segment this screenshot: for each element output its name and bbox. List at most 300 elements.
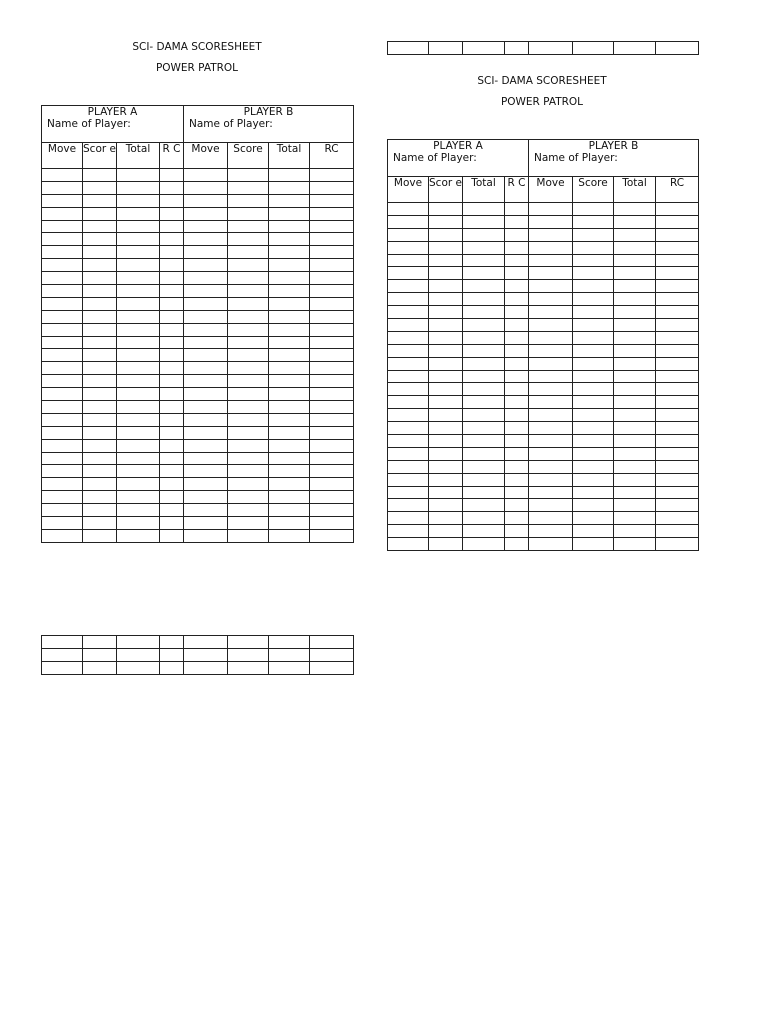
score-cell[interactable] <box>184 504 228 517</box>
score-cell[interactable] <box>656 306 699 319</box>
score-cell[interactable] <box>505 435 529 448</box>
score-cell[interactable] <box>310 439 354 452</box>
score-cell[interactable] <box>269 181 310 194</box>
score-cell[interactable] <box>42 648 83 661</box>
score-cell[interactable] <box>310 661 354 674</box>
score-cell[interactable] <box>228 272 269 285</box>
score-cell[interactable] <box>388 396 429 409</box>
score-cell[interactable] <box>269 375 310 388</box>
score-cell[interactable] <box>529 228 573 241</box>
score-cell[interactable] <box>184 362 228 375</box>
score-cell[interactable] <box>42 169 83 182</box>
score-cell[interactable] <box>429 396 463 409</box>
score-cell[interactable] <box>160 285 184 298</box>
score-cell[interactable] <box>388 344 429 357</box>
score-cell[interactable] <box>529 525 573 538</box>
score-cell[interactable] <box>184 413 228 426</box>
score-cell[interactable] <box>429 486 463 499</box>
score-cell[interactable] <box>310 181 354 194</box>
score-cell[interactable] <box>310 648 354 661</box>
score-cell[interactable] <box>83 491 117 504</box>
score-cell[interactable] <box>656 42 699 55</box>
score-cell[interactable] <box>429 228 463 241</box>
score-cell[interactable] <box>269 169 310 182</box>
score-cell[interactable] <box>463 525 505 538</box>
score-cell[interactable] <box>573 383 614 396</box>
score-cell[interactable] <box>160 661 184 674</box>
score-cell[interactable] <box>42 259 83 272</box>
score-cell[interactable] <box>573 228 614 241</box>
score-cell[interactable] <box>573 538 614 551</box>
score-cell[interactable] <box>184 636 228 649</box>
score-cell[interactable] <box>310 478 354 491</box>
score-cell[interactable] <box>83 388 117 401</box>
score-cell[interactable] <box>42 439 83 452</box>
score-cell[interactable] <box>429 525 463 538</box>
score-cell[interactable] <box>656 538 699 551</box>
score-cell[interactable] <box>656 396 699 409</box>
score-cell[interactable] <box>184 181 228 194</box>
score-cell[interactable] <box>463 422 505 435</box>
score-cell[interactable] <box>310 246 354 259</box>
score-cell[interactable] <box>463 460 505 473</box>
score-cell[interactable] <box>529 435 573 448</box>
score-cell[interactable] <box>429 319 463 332</box>
score-cell[interactable] <box>228 181 269 194</box>
score-cell[interactable] <box>310 297 354 310</box>
score-cell[interactable] <box>184 661 228 674</box>
score-cell[interactable] <box>228 388 269 401</box>
score-cell[interactable] <box>310 452 354 465</box>
score-cell[interactable] <box>117 465 160 478</box>
score-cell[interactable] <box>117 375 160 388</box>
score-cell[interactable] <box>228 362 269 375</box>
score-cell[interactable] <box>228 517 269 530</box>
score-cell[interactable] <box>83 401 117 414</box>
score-cell[interactable] <box>83 349 117 362</box>
score-cell[interactable] <box>117 517 160 530</box>
score-cell[interactable] <box>83 297 117 310</box>
score-cell[interactable] <box>228 336 269 349</box>
score-cell[interactable] <box>529 241 573 254</box>
score-cell[interactable] <box>614 525 656 538</box>
score-cell[interactable] <box>310 349 354 362</box>
score-cell[interactable] <box>42 220 83 233</box>
score-cell[interactable] <box>429 409 463 422</box>
score-cell[interactable] <box>505 215 529 228</box>
score-cell[interactable] <box>614 215 656 228</box>
score-cell[interactable] <box>269 491 310 504</box>
score-cell[interactable] <box>310 194 354 207</box>
score-cell[interactable] <box>573 499 614 512</box>
score-cell[interactable] <box>184 529 228 542</box>
score-cell[interactable] <box>505 357 529 370</box>
score-cell[interactable] <box>42 375 83 388</box>
score-cell[interactable] <box>228 297 269 310</box>
score-cell[interactable] <box>42 207 83 220</box>
score-cell[interactable] <box>429 370 463 383</box>
score-cell[interactable] <box>529 293 573 306</box>
score-cell[interactable] <box>614 512 656 525</box>
score-cell[interactable] <box>117 310 160 323</box>
score-cell[interactable] <box>388 319 429 332</box>
score-cell[interactable] <box>505 383 529 396</box>
score-cell[interactable] <box>463 241 505 254</box>
score-cell[interactable] <box>614 370 656 383</box>
score-cell[interactable] <box>573 215 614 228</box>
score-cell[interactable] <box>614 435 656 448</box>
score-cell[interactable] <box>310 401 354 414</box>
score-cell[interactable] <box>429 435 463 448</box>
score-cell[interactable] <box>117 478 160 491</box>
score-cell[interactable] <box>614 306 656 319</box>
score-cell[interactable] <box>228 661 269 674</box>
score-cell[interactable] <box>160 388 184 401</box>
score-cell[interactable] <box>310 413 354 426</box>
score-cell[interactable] <box>505 409 529 422</box>
score-cell[interactable] <box>529 370 573 383</box>
score-cell[interactable] <box>184 285 228 298</box>
score-cell[interactable] <box>310 504 354 517</box>
score-cell[interactable] <box>184 207 228 220</box>
score-cell[interactable] <box>429 538 463 551</box>
score-cell[interactable] <box>463 396 505 409</box>
score-cell[interactable] <box>310 465 354 478</box>
score-cell[interactable] <box>614 396 656 409</box>
score-cell[interactable] <box>505 267 529 280</box>
score-cell[interactable] <box>160 413 184 426</box>
score-cell[interactable] <box>117 452 160 465</box>
score-cell[interactable] <box>184 169 228 182</box>
score-cell[interactable] <box>269 220 310 233</box>
score-cell[interactable] <box>269 310 310 323</box>
score-cell[interactable] <box>388 383 429 396</box>
score-cell[interactable] <box>656 473 699 486</box>
score-cell[interactable] <box>117 272 160 285</box>
score-cell[interactable] <box>529 422 573 435</box>
score-cell[interactable] <box>310 169 354 182</box>
score-cell[interactable] <box>117 233 160 246</box>
score-cell[interactable] <box>228 246 269 259</box>
score-cell[interactable] <box>160 220 184 233</box>
score-cell[interactable] <box>388 499 429 512</box>
score-cell[interactable] <box>160 478 184 491</box>
score-cell[interactable] <box>656 241 699 254</box>
score-cell[interactable] <box>83 529 117 542</box>
score-cell[interactable] <box>656 383 699 396</box>
score-cell[interactable] <box>388 435 429 448</box>
score-cell[interactable] <box>429 215 463 228</box>
score-cell[interactable] <box>42 413 83 426</box>
score-cell[interactable] <box>310 517 354 530</box>
score-cell[interactable] <box>310 272 354 285</box>
score-cell[interactable] <box>388 525 429 538</box>
score-cell[interactable] <box>228 413 269 426</box>
score-cell[interactable] <box>310 636 354 649</box>
score-cell[interactable] <box>83 285 117 298</box>
score-cell[interactable] <box>269 465 310 478</box>
score-cell[interactable] <box>388 447 429 460</box>
score-cell[interactable] <box>160 362 184 375</box>
score-cell[interactable] <box>429 344 463 357</box>
score-cell[interactable] <box>529 203 573 216</box>
score-cell[interactable] <box>388 473 429 486</box>
score-cell[interactable] <box>388 538 429 551</box>
score-cell[interactable] <box>429 241 463 254</box>
score-cell[interactable] <box>463 215 505 228</box>
score-cell[interactable] <box>573 254 614 267</box>
score-cell[interactable] <box>83 194 117 207</box>
score-cell[interactable] <box>429 422 463 435</box>
score-cell[interactable] <box>529 447 573 460</box>
score-cell[interactable] <box>269 246 310 259</box>
score-cell[interactable] <box>83 336 117 349</box>
score-cell[interactable] <box>656 254 699 267</box>
score-cell[interactable] <box>117 439 160 452</box>
score-cell[interactable] <box>160 323 184 336</box>
score-cell[interactable] <box>505 486 529 499</box>
score-cell[interactable] <box>573 409 614 422</box>
score-cell[interactable] <box>228 491 269 504</box>
score-cell[interactable] <box>573 447 614 460</box>
score-cell[interactable] <box>656 203 699 216</box>
score-cell[interactable] <box>184 259 228 272</box>
score-cell[interactable] <box>614 293 656 306</box>
score-cell[interactable] <box>614 331 656 344</box>
score-cell[interactable] <box>505 512 529 525</box>
score-cell[interactable] <box>160 336 184 349</box>
score-cell[interactable] <box>269 272 310 285</box>
score-cell[interactable] <box>42 517 83 530</box>
score-cell[interactable] <box>160 310 184 323</box>
score-cell[interactable] <box>269 259 310 272</box>
score-cell[interactable] <box>573 512 614 525</box>
score-cell[interactable] <box>614 460 656 473</box>
score-cell[interactable] <box>269 452 310 465</box>
score-cell[interactable] <box>117 246 160 259</box>
score-cell[interactable] <box>83 413 117 426</box>
score-cell[interactable] <box>160 246 184 259</box>
score-cell[interactable] <box>83 272 117 285</box>
score-cell[interactable] <box>573 344 614 357</box>
score-cell[interactable] <box>388 331 429 344</box>
score-cell[interactable] <box>614 486 656 499</box>
score-cell[interactable] <box>573 357 614 370</box>
score-cell[interactable] <box>614 538 656 551</box>
score-cell[interactable] <box>573 331 614 344</box>
score-cell[interactable] <box>573 319 614 332</box>
score-cell[interactable] <box>160 375 184 388</box>
score-cell[interactable] <box>529 331 573 344</box>
score-cell[interactable] <box>529 486 573 499</box>
score-cell[interactable] <box>117 413 160 426</box>
score-cell[interactable] <box>184 375 228 388</box>
score-cell[interactable] <box>184 648 228 661</box>
score-cell[interactable] <box>463 447 505 460</box>
score-cell[interactable] <box>83 465 117 478</box>
score-cell[interactable] <box>117 285 160 298</box>
score-cell[interactable] <box>529 499 573 512</box>
score-cell[interactable] <box>83 181 117 194</box>
score-cell[interactable] <box>429 357 463 370</box>
score-cell[interactable] <box>505 331 529 344</box>
score-cell[interactable] <box>614 499 656 512</box>
score-cell[interactable] <box>160 194 184 207</box>
score-cell[interactable] <box>83 375 117 388</box>
score-cell[interactable] <box>463 486 505 499</box>
score-cell[interactable] <box>529 306 573 319</box>
score-cell[interactable] <box>228 529 269 542</box>
score-cell[interactable] <box>228 439 269 452</box>
score-cell[interactable] <box>310 362 354 375</box>
score-cell[interactable] <box>505 422 529 435</box>
score-cell[interactable] <box>505 306 529 319</box>
score-cell[interactable] <box>83 323 117 336</box>
score-cell[interactable] <box>388 422 429 435</box>
score-cell[interactable] <box>184 194 228 207</box>
score-cell[interactable] <box>269 388 310 401</box>
score-cell[interactable] <box>83 220 117 233</box>
score-cell[interactable] <box>388 228 429 241</box>
score-cell[interactable] <box>42 272 83 285</box>
score-cell[interactable] <box>228 349 269 362</box>
score-cell[interactable] <box>42 452 83 465</box>
score-cell[interactable] <box>269 661 310 674</box>
score-cell[interactable] <box>573 396 614 409</box>
score-cell[interactable] <box>614 228 656 241</box>
score-cell[interactable] <box>573 203 614 216</box>
score-cell[interactable] <box>160 517 184 530</box>
score-cell[interactable] <box>505 525 529 538</box>
score-cell[interactable] <box>83 310 117 323</box>
score-cell[interactable] <box>269 504 310 517</box>
score-cell[interactable] <box>184 388 228 401</box>
score-cell[interactable] <box>83 169 117 182</box>
score-cell[interactable] <box>614 422 656 435</box>
score-cell[interactable] <box>463 370 505 383</box>
score-cell[interactable] <box>184 336 228 349</box>
score-cell[interactable] <box>505 228 529 241</box>
score-cell[interactable] <box>310 233 354 246</box>
score-cell[interactable] <box>184 246 228 259</box>
score-cell[interactable] <box>388 267 429 280</box>
score-cell[interactable] <box>463 228 505 241</box>
score-cell[interactable] <box>42 504 83 517</box>
score-cell[interactable] <box>573 422 614 435</box>
score-cell[interactable] <box>573 460 614 473</box>
score-cell[interactable] <box>160 401 184 414</box>
score-cell[interactable] <box>429 267 463 280</box>
score-cell[interactable] <box>83 233 117 246</box>
score-cell[interactable] <box>463 512 505 525</box>
score-cell[interactable] <box>505 538 529 551</box>
score-cell[interactable] <box>42 285 83 298</box>
score-cell[interactable] <box>42 194 83 207</box>
score-cell[interactable] <box>160 504 184 517</box>
score-cell[interactable] <box>269 529 310 542</box>
score-cell[interactable] <box>269 426 310 439</box>
score-cell[interactable] <box>184 452 228 465</box>
score-cell[interactable] <box>83 504 117 517</box>
score-cell[interactable] <box>388 42 429 55</box>
score-cell[interactable] <box>160 491 184 504</box>
score-cell[interactable] <box>83 648 117 661</box>
score-cell[interactable] <box>656 370 699 383</box>
score-cell[interactable] <box>83 478 117 491</box>
score-cell[interactable] <box>656 460 699 473</box>
score-cell[interactable] <box>463 306 505 319</box>
score-cell[interactable] <box>388 357 429 370</box>
score-cell[interactable] <box>463 42 505 55</box>
score-cell[interactable] <box>388 512 429 525</box>
score-cell[interactable] <box>388 215 429 228</box>
score-cell[interactable] <box>429 306 463 319</box>
score-cell[interactable] <box>388 486 429 499</box>
score-cell[interactable] <box>529 280 573 293</box>
score-cell[interactable] <box>160 426 184 439</box>
score-cell[interactable] <box>228 285 269 298</box>
score-cell[interactable] <box>83 661 117 674</box>
score-cell[interactable] <box>388 370 429 383</box>
score-cell[interactable] <box>463 383 505 396</box>
score-cell[interactable] <box>429 512 463 525</box>
score-cell[interactable] <box>184 401 228 414</box>
score-cell[interactable] <box>614 344 656 357</box>
score-cell[interactable] <box>160 636 184 649</box>
score-cell[interactable] <box>83 259 117 272</box>
score-cell[interactable] <box>160 465 184 478</box>
score-cell[interactable] <box>505 280 529 293</box>
score-cell[interactable] <box>573 306 614 319</box>
score-cell[interactable] <box>310 220 354 233</box>
score-cell[interactable] <box>83 452 117 465</box>
score-cell[interactable] <box>463 473 505 486</box>
score-cell[interactable] <box>505 460 529 473</box>
score-cell[interactable] <box>117 388 160 401</box>
score-cell[interactable] <box>184 272 228 285</box>
score-cell[interactable] <box>42 233 83 246</box>
score-cell[interactable] <box>656 293 699 306</box>
score-cell[interactable] <box>117 426 160 439</box>
score-cell[interactable] <box>388 254 429 267</box>
score-cell[interactable] <box>310 323 354 336</box>
score-cell[interactable] <box>269 323 310 336</box>
score-cell[interactable] <box>160 529 184 542</box>
score-cell[interactable] <box>463 331 505 344</box>
score-cell[interactable] <box>228 504 269 517</box>
score-cell[interactable] <box>160 233 184 246</box>
score-cell[interactable] <box>529 319 573 332</box>
score-cell[interactable] <box>573 435 614 448</box>
score-cell[interactable] <box>505 42 529 55</box>
score-cell[interactable] <box>614 357 656 370</box>
score-cell[interactable] <box>228 220 269 233</box>
score-cell[interactable] <box>573 42 614 55</box>
score-cell[interactable] <box>614 319 656 332</box>
score-cell[interactable] <box>117 362 160 375</box>
score-cell[interactable] <box>269 478 310 491</box>
score-cell[interactable] <box>573 370 614 383</box>
score-cell[interactable] <box>463 499 505 512</box>
score-cell[interactable] <box>656 447 699 460</box>
score-cell[interactable] <box>505 293 529 306</box>
score-cell[interactable] <box>117 491 160 504</box>
score-cell[interactable] <box>83 362 117 375</box>
score-cell[interactable] <box>160 272 184 285</box>
score-cell[interactable] <box>573 267 614 280</box>
score-cell[interactable] <box>228 426 269 439</box>
score-cell[interactable] <box>160 648 184 661</box>
